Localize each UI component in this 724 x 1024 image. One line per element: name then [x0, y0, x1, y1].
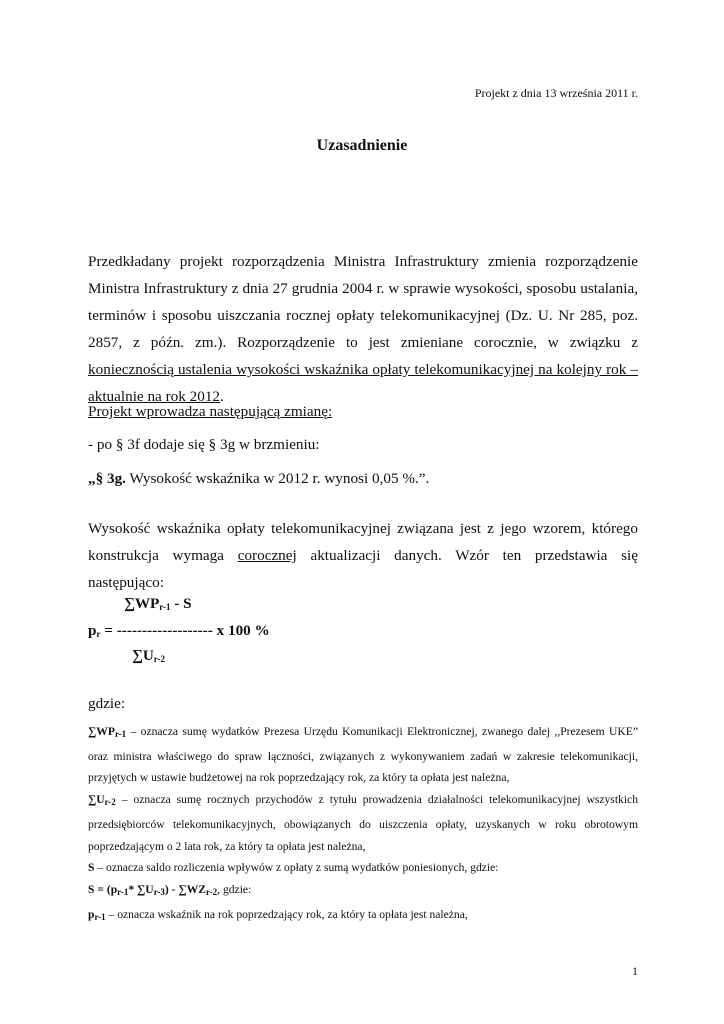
intro-text-end: . [220, 388, 224, 405]
draft-date: Projekt z dnia 13 września 2011 r. [474, 86, 638, 100]
definition-u [88, 789, 638, 857]
definition-s-text: – oznacza saldo rozliczenia wpływów z opłaty z sumą wydatków poniesionych, gdzie: [94, 861, 499, 875]
s-formula-sub1: r-1 [117, 886, 129, 897]
s-formula-part2: * ∑U [128, 882, 154, 896]
wskaznik-paragraph [88, 515, 638, 596]
intro-paragraph [88, 248, 638, 410]
intro-text: Przedkładany projekt rozporządzenia Ministra Infrastruktury zmienia rozporządzenie Ministra Infrastruktury z dnia 27 grudnia 2004 r. w sprawie wysokości, sposobu ustalania, terminów i sposobu uiszczania rocznej opłaty telekomunikacyjnej (Dz. U. Nr 285, poz. 2857, z późn. zm.). Rozporządzenie to jest zmieniane corocznie, w związku z [88, 253, 638, 351]
definition-wp-text: – oznacza sumę wydatków Prezesa Urzędu Komunikacji Elektronicznej, zwanego dalej ,,Prezesem UKE” oraz ministra właściwego do spraw łączności, związanych z wykonywaniem zadań w zakresie telekomunikacji, przyjętych w ustawie budżetowej na rok poprzedzający rok, za który ta opłata jest należna, [88, 725, 638, 785]
definition-u-text: – oznacza sumę rocznych przychodów z tytułu prowadzenia działalności telekomunikacyjnej wszystkich przedsiębiorców telekomunikacyjnych, obowiązanych do uiszczenia opłaty, uzyskanych w roku obrotowym poprzedzającym o 2 lata rok, za który ta opłata jest należna, [88, 793, 638, 853]
formula-numerator-tail: - S [170, 595, 192, 612]
formula-denominator [132, 647, 165, 665]
formula-numerator [124, 595, 192, 613]
document-title: Uzasadnienie [316, 137, 408, 154]
definitions-list [88, 721, 638, 928]
formula-denominator-symbol: ∑U [132, 647, 154, 664]
wskaznik-underlined-text: corocznej [237, 547, 297, 564]
formula-lhs-symbol: p [88, 622, 97, 639]
definition-p-subscript: r-1 [94, 911, 106, 922]
page-number: 1 [632, 964, 638, 978]
definition-p-symbol: p [88, 907, 95, 921]
definition-wp-subscript: r-1 [114, 729, 127, 739]
definition-s-symbol: S [88, 861, 95, 875]
change-add-line: - po § 3f dodaje się § 3g w brzmieniu: [88, 436, 320, 453]
definition-s [88, 857, 638, 879]
formula-fraction-line [88, 622, 270, 640]
s-formula-part3: ) - ∑WZ [164, 882, 206, 896]
definition-p-text: – oznacza wskaźnik na rok poprzedzający rok, za który ta opłata jest należna, [105, 907, 468, 921]
s-formula-part1: S = (p [88, 882, 118, 896]
wskaznik-text: Wysokość wskaźnika opłaty telekomunikacyjnej związana jest z jego wzorem, którego konstrukcja wymaga [88, 520, 638, 564]
definition-u-subscript: r-2 [104, 797, 116, 808]
formula-lhs-subscript: r [96, 629, 101, 639]
paragraph-text: Wysokość wskaźnika w 2012 r. wynosi 0,05 %.”. [125, 470, 430, 487]
formula-numerator-subscript: r-1 [159, 602, 171, 612]
definition-s-formula [88, 879, 638, 904]
paragraph-label: „§ 3g. [88, 470, 126, 487]
definition-wp [88, 721, 638, 789]
formula-denominator-subscript: r-2 [153, 654, 165, 664]
s-formula-sub2: r-3 [153, 886, 165, 897]
definition-p [88, 904, 638, 929]
definition-wp-symbol: ∑WP [88, 725, 115, 738]
formula-numerator-symbol: ∑WP [124, 595, 160, 612]
formula-lhs-tail: = ------------------- x 100 % [100, 622, 270, 639]
change-paragraph [88, 470, 429, 488]
definition-u-symbol: ∑U [88, 793, 105, 807]
definitions-intro: gdzie: [88, 695, 126, 712]
intro-underlined-text: koniecznością ustalenia wysokości wskaźnika opłaty telekomunikacyjnej na kolejny rok – aktualnie na rok 2012 [88, 361, 638, 405]
change-heading: Projekt wprowadza następującą zmianę: [88, 403, 333, 420]
wskaznik-text-end: aktualizacji danych. Wzór ten przedstawia się następująco: [88, 547, 638, 591]
s-formula-sub3: r-2 [205, 886, 218, 897]
s-formula-text: , gdzie: [217, 882, 252, 896]
